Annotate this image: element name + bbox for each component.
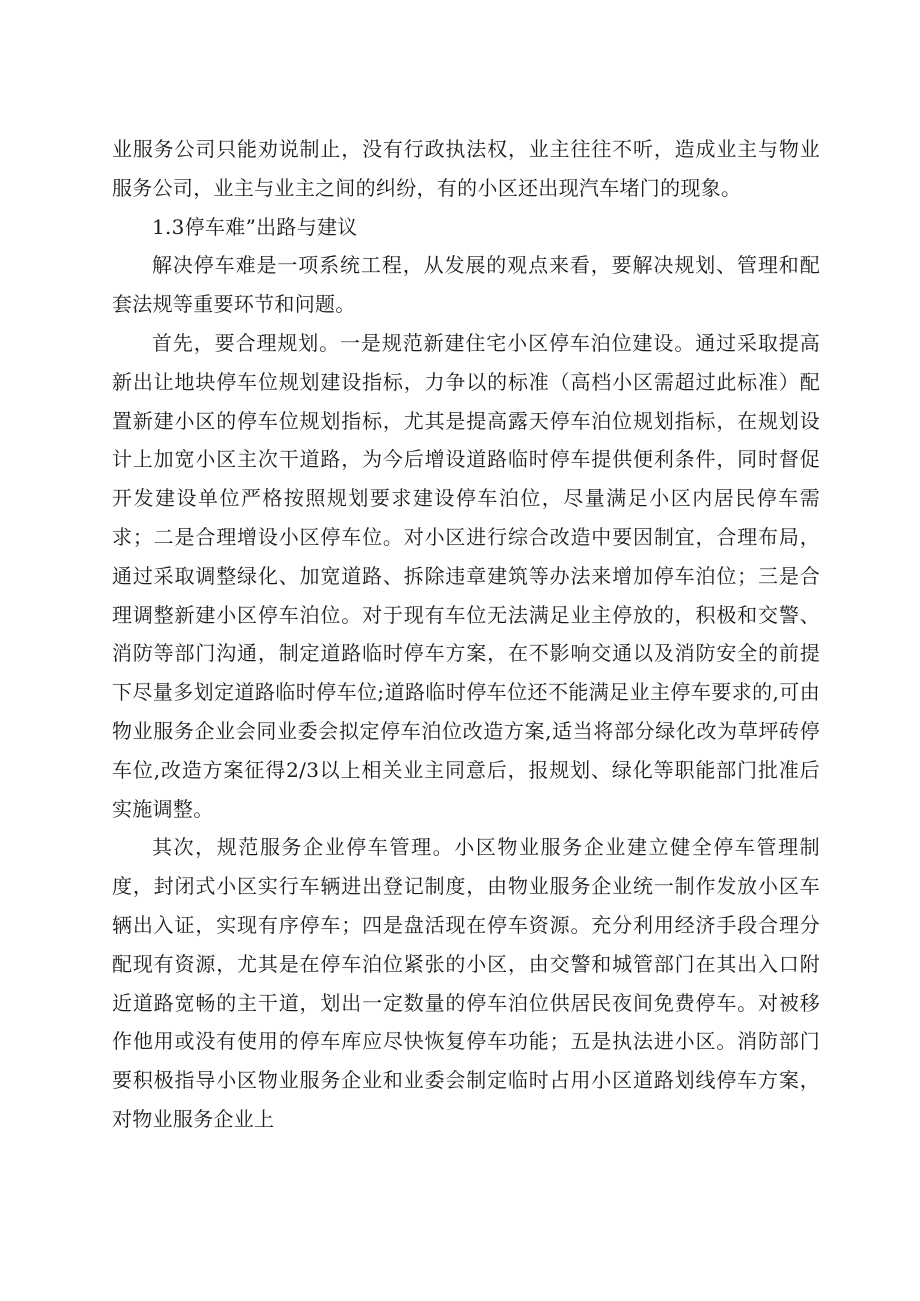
continuation-paragraph: 业服务公司只能劝说制止，没有行政执法权，业主往往不听，造成业主与物业服务公司，业主与业主之间的纠纷，有的小区还出现汽车堵门的现象。 [112, 137, 820, 200]
section-heading: 1.3停车难”出路与建议 [152, 214, 358, 239]
body-text [112, 130, 820, 1139]
paragraph-intro: 解决停车难是一项系统工程，从发展的观点来看，要解决规划、管理和配套法规等重要环节和问题。 [112, 253, 820, 317]
paragraph-planning: 首先，要合理规划。一是规范新建住宅小区停车泊位建设。通过采取提高新出让地块停车位规划建设指标，力争以的标准（高档小区需超过此标准）配置新建小区的停车位规划指标，尤其是提高露天停车泊位规划指标，在规划设计上加宽小区主次干道路，为今后增设道路临时停车提供便利条件，同时督促开发建设单位严格按照规划要求建设停车泊位，尽量满足小区内居民停车需求；二是合理增设小区停车位。对小区进行综合改造中要因制宜，合理布局，通过采取调整绿化、加宽道路、拆除违章建筑等办法来增加停车泊位；三是合理调整新建小区停车泊位。对于现有车位无法满足业主停放的，积极和交警、消防等部门沟通，制定道路临时停车方案，在不影响交通以及消防安全的前提下尽量多划定道路临时停车位;道路临时停车位还不能满足业主停车要求的,可由物业服务企业会同业委会拟定停车泊位改造方案,适当将部分绿化改为草坪砖停车位,改造方案征得2/3以上相关业主同意后，报规划、绿化等职能部门批准后实施调整。 [112, 330, 820, 821]
paragraph-management: 其次，规范服务企业停车管理。小区物业服务企业建立健全停车管理制度，封闭式小区实行车辆进出登记制度，由物业服务企业统一制作发放小区车辆出入证，实现有序停车；四是盘活现在停车资源。充分利用经济手段合理分配现有资源，尤其是在停车泊位紧张的小区，由交警和城管部门在其出入口附近道路宽畅的主干道，划出一定数量的停车泊位供居民夜间免费停车。对被移作他用或没有使用的停车库应尽快恢复停车功能；五是执法进小区。消防部门要积极指导小区物业服务企业和业委会制定临时占用小区道路划线停车方案，对物业服务企业上 [112, 835, 820, 1131]
